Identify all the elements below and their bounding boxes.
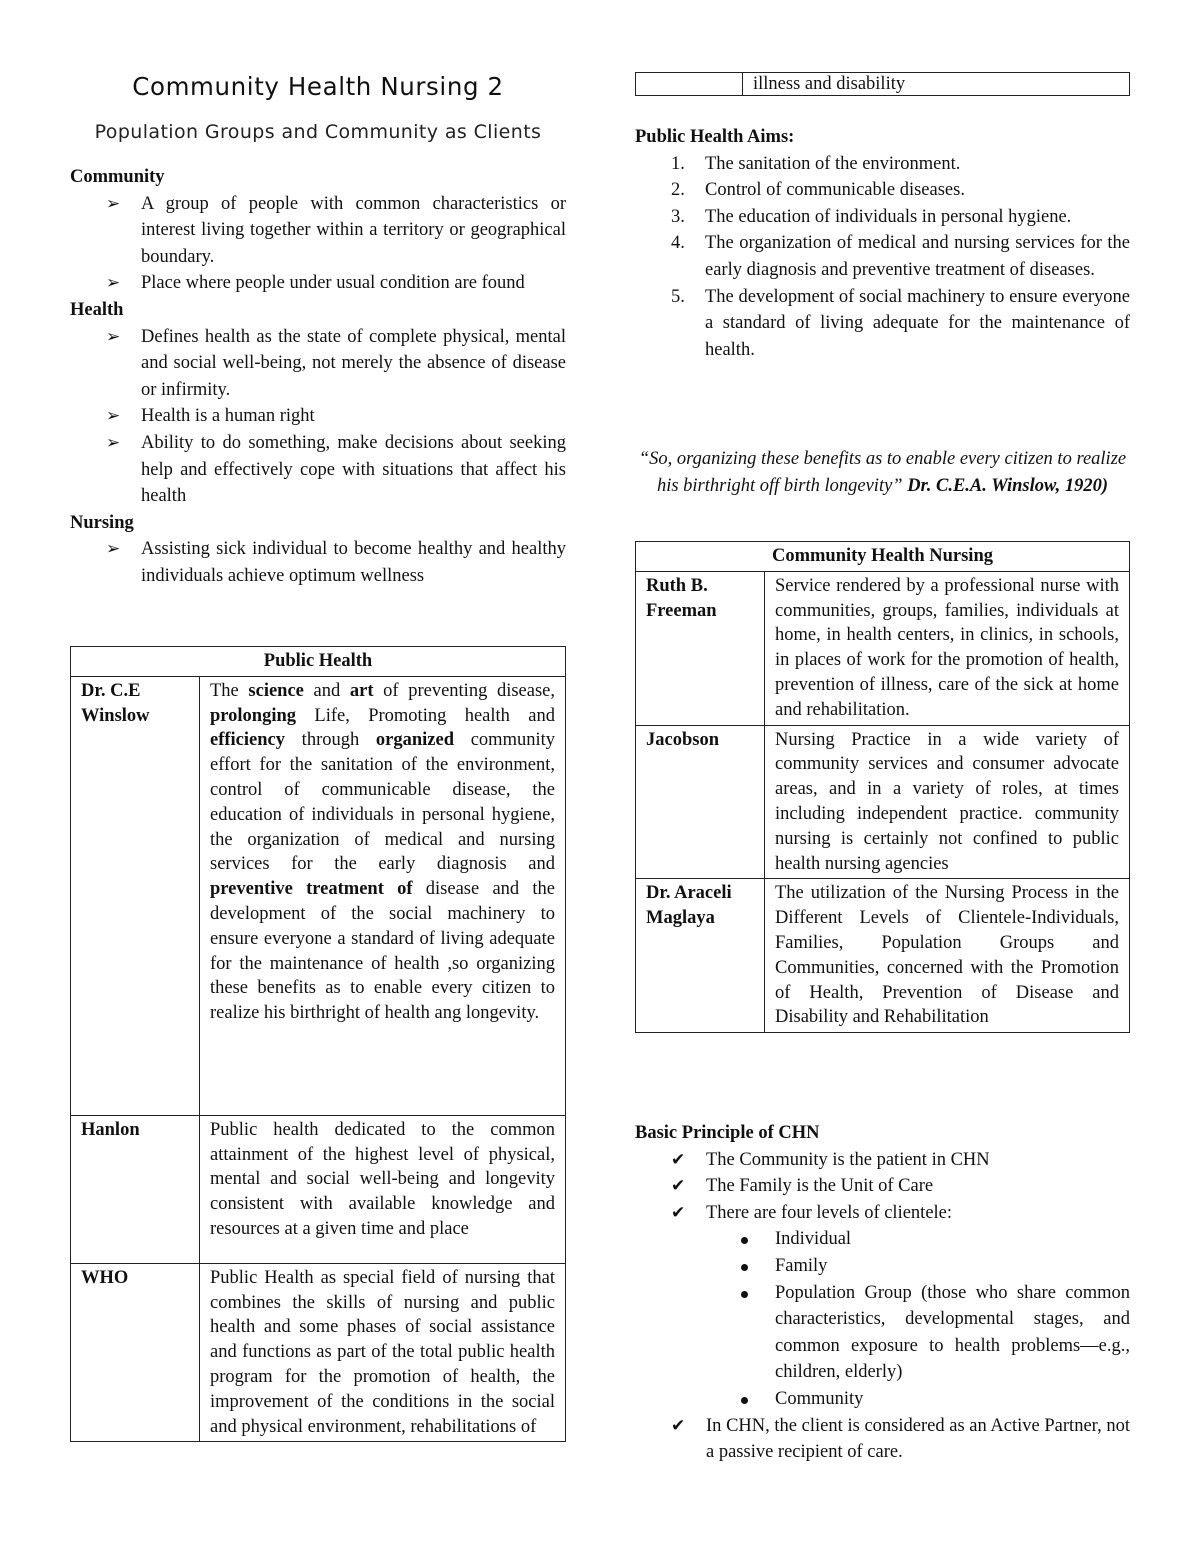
list-item: ➢ A group of people with common characteristics or interest living together within a territory or geographical boundary.: [70, 191, 566, 271]
arrow-bullet-icon: ➢: [106, 539, 121, 559]
definition-cell: Nursing Practice in a wide variety of community services and consumer advocate areas, and in a variety of roles, at times including independent practice. community nursing is certainly not confined to public health nursing agencies: [765, 725, 1130, 879]
bold-text-segment: efficiency: [210, 730, 285, 751]
public-health-table: [70, 646, 566, 1442]
definition-cell: [200, 1115, 566, 1263]
list-item: 1. The sanitation of the environment.: [671, 153, 961, 174]
list-item: Family: [635, 1253, 1130, 1280]
list-item: ✔ There are four levels of clientele:: [635, 1200, 1130, 1227]
aims-list: [635, 151, 1130, 364]
list-item: ➢ Assisting sick individual to become healthy and healthy individuals achieve optimum wellness: [70, 536, 566, 589]
nursing-list: [70, 536, 566, 589]
bold-text-segment: science: [248, 680, 304, 701]
author-cell: Dr. C.E Winslow: [71, 676, 200, 1115]
arrow-bullet-icon: ➢: [106, 273, 121, 293]
list-item: Community: [635, 1386, 1130, 1413]
public-health-table-wrap: [70, 646, 566, 1442]
list-item: ➢ Ability to do something, make decisions about seeking help and effectively cope with situations that affect his health: [70, 430, 566, 510]
list-item: 4. The organization of medical and nursing services for the early diagnosis and preventive treatment of diseases.: [671, 233, 1130, 280]
author-cell: Jacobson: [636, 725, 765, 879]
arrow-bullet-icon: ➢: [106, 432, 121, 452]
text-segment: Public Health as special field of nursing that combines the skills of nursing and public health and some phases of social assistance and functions as part of the total public health program for the promotion of health, the improvement of the conditions in the social and physical environment, rehabilitations of: [210, 1267, 555, 1437]
check-icon: ✔: [671, 1415, 686, 1435]
table-row: [71, 1115, 566, 1263]
aims-heading: Public Health Aims:: [635, 127, 795, 147]
table-row: [636, 571, 1130, 725]
check-icon: ✔: [671, 1202, 686, 1222]
continued-table: [635, 72, 1130, 96]
text-segment: Public health dedicated to the common attainment of the highest level of physical, mental and social well-being and longevity consistent with available knowledge and resources at a given time and place: [210, 1119, 555, 1239]
text-segment: and: [303, 680, 350, 701]
table-row: [636, 879, 1130, 1033]
bullet-dot-icon: [741, 1291, 748, 1298]
bullet-dot-icon: [741, 1237, 748, 1244]
table-header: Public Health: [71, 647, 566, 677]
clientele-levels-list: [635, 1226, 1130, 1412]
list-item: ✔ In CHN, the client is considered as an Active Partner, not a passive recipient of care.: [635, 1413, 1130, 1466]
text-segment: through: [285, 730, 376, 751]
list-item: ✔ The Community is the patient in CHN: [635, 1147, 1130, 1174]
table-row: [636, 725, 1130, 879]
list-item: 5. The development of social machinery to ensure everyone a standard of living adequate for the maintenance of health.: [671, 286, 1130, 360]
continued-table-wrap: [635, 72, 1130, 96]
definition-cell: The utilization of the Nursing Process in the Different Levels of Clientele-Individuals, Families, Population Groups and Communities, concerned with the Promotion of Health, Prevention of Disease and Disability and Rehabilitation: [765, 879, 1130, 1033]
list-item: Individual: [635, 1226, 1130, 1253]
principles-list: [635, 1147, 1130, 1227]
bold-text-segment: prolonging: [210, 705, 297, 726]
list-item: ✔ The Family is the Unit of Care: [635, 1173, 1130, 1200]
check-icon: ✔: [671, 1176, 686, 1196]
principles-heading: Basic Principle of CHN: [635, 1123, 820, 1143]
arrow-bullet-icon: ➢: [106, 193, 121, 213]
text-segment: Life, Promoting health and: [296, 705, 555, 726]
author-cell: Dr. Araceli Maglaya: [636, 879, 765, 1033]
arrow-bullet-icon: ➢: [106, 326, 121, 346]
bold-text-segment: art: [349, 680, 374, 701]
quote-author: Dr. C.E.A. Winslow, 1920): [907, 475, 1109, 496]
principles-section: [635, 1120, 1130, 1466]
bold-text-segment: organized: [375, 730, 455, 751]
chn-table: [635, 541, 1130, 1033]
winslow-quote: [635, 446, 1130, 499]
arrow-bullet-icon: ➢: [106, 406, 121, 426]
author-cell: Hanlon: [71, 1115, 200, 1263]
definition-cell: [200, 1263, 566, 1442]
table-row: [71, 1263, 566, 1442]
list-item: ➢ Health is a human right: [70, 403, 566, 430]
table-header: Community Health Nursing: [636, 542, 1130, 572]
page-subtitle: Population Groups and Community as Clients: [94, 121, 542, 143]
definition-cell: Service rendered by a professional nurse with communities, groups, families, individuals at home, in health centers, in clinics, in schools, in places of work for the promotion of health, prevention of illness, care of the sick at home and rehabilitation.: [765, 571, 1130, 725]
author-cell: Ruth B. Freeman: [636, 571, 765, 725]
table-row: [71, 676, 566, 1115]
text-segment: of preventing disease,: [373, 680, 556, 701]
bold-text-segment: preventive treatment of: [210, 879, 413, 900]
table-row: [636, 73, 1130, 96]
bullet-dot-icon: [741, 1397, 748, 1404]
text-segment: community effort for the sanitation of the environment, control of communicable disease, the education of individuals in personal hygiene, the organization of medical and nursing services for the early diagnosis and: [210, 730, 555, 875]
list-item: 2. Control of communicable diseases.: [671, 180, 965, 201]
aims-section: [635, 124, 1130, 363]
list-item: 3. The education of individuals in personal hygiene.: [671, 206, 1072, 227]
text-segment: disease and the development of the social machinery to ensure everyone a standard of living adequate for the maintenance of health ,so organizing these benefits as to enable every citizen to realize his birthright of health ang longevity.: [210, 879, 555, 1024]
definition-cell: [200, 676, 566, 1115]
community-list: [70, 191, 566, 297]
empty-cell: [636, 73, 743, 96]
list-item: ➢ Defines health as the state of complete physical, mental and social well-being, not merely the absence of disease or infirmity.: [70, 324, 566, 404]
left-column: [70, 164, 566, 590]
check-icon: ✔: [671, 1149, 686, 1169]
text-segment: The: [210, 680, 249, 701]
bullet-dot-icon: [741, 1264, 748, 1271]
definition-cell: illness and disability: [743, 73, 1130, 96]
page-title: Community Health Nursing 2: [132, 72, 504, 101]
health-list: [70, 324, 566, 510]
quote-text: “So, organizing these benefits as to enable every citizen to realize his birthright off birth longevity”: [638, 449, 1127, 496]
list-item: Population Group (those who share common characteristics, developmental stages, and common exposure to health problems—e.g., children, elderly): [635, 1280, 1130, 1386]
principles-list-end: [635, 1413, 1130, 1466]
list-item: ➢ Place where people under usual condition are found: [70, 270, 566, 297]
community-heading: Community: [70, 167, 165, 187]
author-cell: WHO: [71, 1263, 200, 1442]
nursing-heading: Nursing: [70, 512, 134, 533]
health-heading: Health: [70, 299, 124, 320]
chn-table-wrap: [635, 541, 1130, 1033]
